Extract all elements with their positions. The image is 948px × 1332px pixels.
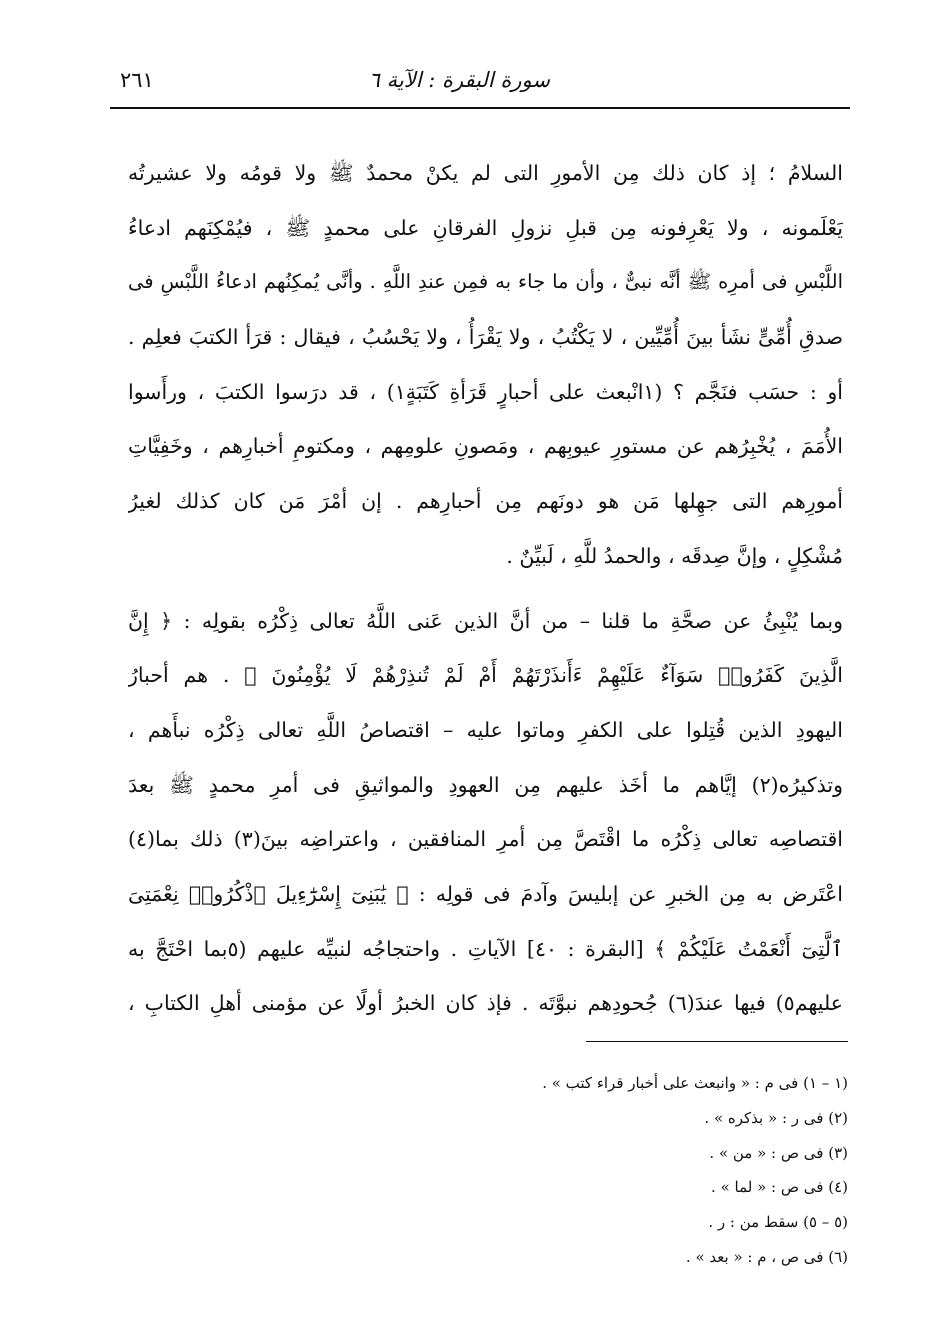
- quran-verse-line: ٱلَّتِىٓ أَنْعَمْتُ عَلَيْكُمْ ﴾ [البقرة : ٤٠] الآياتِ . واحتجاجُه لنبيِّه عليهم (٥بما احْتَجَّ به: [128, 936, 843, 961]
- text-line: اقتصاصِه تعالى ذِكْرُه ما اقْتَصَّ مِن أمرِ المنافقين ، واعتراضِه بينَ(٣) ذلك بما(٤): [128, 827, 843, 852]
- text-line: يَعْلَمونه ، ولا يَعْرِفونه مِن قبلِ نزولِ الفرقانِ على محمدٍ ﷺ ، فيُمْكِنَهم ادعاءُ: [128, 215, 843, 240]
- text-line: أمورِهم التى جهِلها مَن هو دونَهم مِن أحبارِهم . إن أمْرَ مَن كان كذلك لغيرُ: [128, 489, 843, 514]
- text-line: اللَّبْسِ فى أمرِه ﷺ أنَّه نبىٌّ ، وأن ما جاء به فمِن عندِ اللَّهِ . وأنَّى يُمكِنُهم ادعاءُ اللَّبْسِ فى: [128, 270, 843, 294]
- text-line: وتذكيرُه(٢) إيَّاهم ما أخَذ عليهم مِن العهودِ والمواثيقِ فى أمرِ محمدٍ ﷺ بعدَ: [128, 772, 843, 797]
- page-number: ٢٦١: [120, 68, 154, 92]
- main-text: [128, 146, 843, 1031]
- text-line: صدقِ أُمِّىٍّ نشَأ بينَ أُمِّيِّين ، لا يَكْتُبُ ، ولا يَقْرَأُ ، ولا يَحْسُبُ ، فيقال : قرَأ الكتبَ فعلِم .: [128, 325, 843, 350]
- header-rule: [110, 107, 850, 109]
- paragraph-gap: [128, 584, 843, 594]
- footnote: (٤) فى ص : « لما » .: [711, 1178, 848, 1197]
- paragraph-2: [128, 594, 843, 1032]
- footnote: (١ – ١) فى م : « وانبعث على أخبار قراء كتب » .: [542, 1074, 848, 1092]
- footnote-rule: [586, 1041, 848, 1042]
- text-line: السلامُ ؛ إذ كان ذلك مِن الأمورِ التى لم يكنْ محمدٌ ﷺ ولا قومُه ولا عشيرتُه: [128, 161, 843, 185]
- page-header: [110, 62, 850, 106]
- footnote: (٥ – ٥) سقط من : ر .: [708, 1213, 848, 1232]
- text-line: عليهم٥) فيها عندَ(٦) جُحودِهم نبوَّتَه . فإذ كان الخبرُ أولًا عن مؤمنى أهلِ الكتابِ ،: [128, 991, 843, 1016]
- text-line: أو : حسَب فنَجَّم ؟ (١انْبعث على أحبارٍ قَرَأةِ كَتَبَةٍ١) ، قد درَسوا الكتبَ ، ورأَسوا: [128, 379, 843, 404]
- text-line: اليهودِ الذين قُتِلوا على الكفرِ وماتوا عليه – اقتصاصُ اللَّهِ تعالى ذِكْرُه نبأَهم ،: [128, 717, 843, 742]
- footnote: (٦) فى ص ، م : « بعد » .: [685, 1247, 848, 1266]
- text-line: الأُمَمَ ، يُخْبِرُهم عن مستورِ عيوبِهم ، ومَصونِ علومِهم ، ومكتومِ أخبارِهم ، وخَفِيَّاتِ: [128, 434, 843, 459]
- footnotes: [300, 1066, 848, 1275]
- running-head-title: سورة البقرة : الآية ٦: [368, 68, 550, 92]
- footnote: (٣) فى ص : « من » .: [709, 1143, 848, 1162]
- text-line: مُشْكِلٍ ، وإنَّ صِدقَه ، والحمدُ للَّهِ ، لَبيِّنٌ .: [506, 543, 843, 568]
- text-line: وبما يُنْبِئُ عن صحَّةِ ما قلنا – من أنَّ الذين عَنى اللَّهُ تعالى ذِكْرُه بقولِه : ﴿ إِنَّ: [128, 608, 843, 633]
- quran-verse-line: الَّذِينَ كَفَرُوا۟ سَوَآءٌ عَلَيْهِمْ ءَأَنذَرْتَهُمْ أَمْ لَمْ تُنذِرْهُمْ لَا يُؤْمِنُونَ ﴾ . هم أحبارُ: [128, 663, 843, 688]
- footnote: (٢) فى ر : « بذكره » .: [704, 1108, 848, 1127]
- paragraph-1: [128, 146, 843, 584]
- quran-verse-line: اعْتَرض به مِن الخبرِ عن إبليسَ وآدمَ فى قولِه : ﴿ يَٰبَنِىٓ إِسْرَٰٓءِيلَ ٱذْكُرُوا۟ نِعْمَتِىَ: [128, 881, 843, 906]
